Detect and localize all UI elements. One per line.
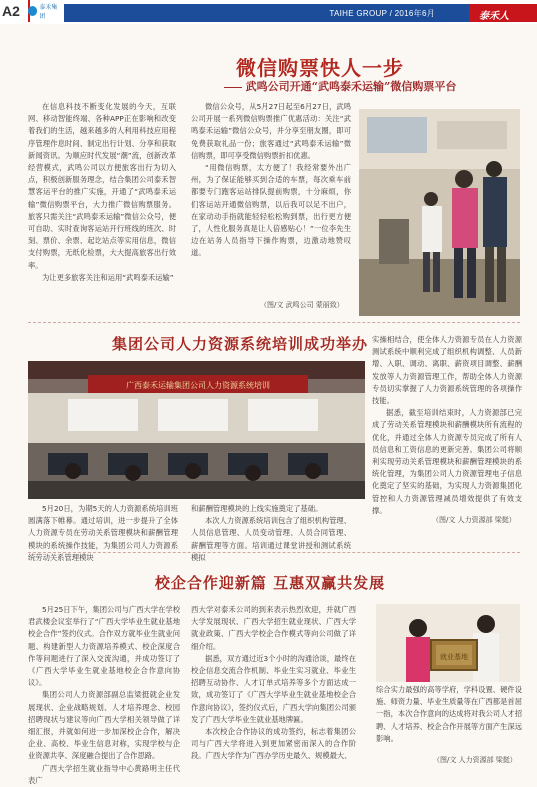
article1-title: 微信购票快人一步 bbox=[236, 56, 404, 80]
paragraph: 为让更多旅客关注和运用“武鸣泰禾运输” bbox=[42, 272, 174, 282]
paragraph: “用微信购票，太方便了！我经常要外出广州，为了保证能够买到合适的车票，每次乘车前都要专门跑客运站排队提前购票，十分麻烦，你们客运站开通微信购票，以后我可以足不出户，在家动动手指就能轻轻松松购到票，出行更方便了，人性化服务真是让人倍感贴心！”一位李先生边在站务人员指导下操作购票，边激动地赞叹道。 bbox=[191, 163, 351, 258]
paragraph: 微信公众号，从5月27日起至6月27日，武鸣公司开展一系列微信购票推广优惠活动：关注“武鸣泰禾运输”微信公众号，并分享至朋友圈，即可免费获取礼品一份；旅客通过“武鸣泰禾运输”微信购票，即可享受微信购票折扣优惠。 bbox=[191, 102, 351, 160]
article3-credit: （图/文 人力资源部 梁挺） bbox=[433, 756, 517, 764]
article1-column-1 bbox=[28, 101, 176, 284]
article2-column-2 bbox=[191, 503, 351, 564]
paragraph: 据悉，双方通过近3个小时的沟通洽谈，最终在校企信息交流合作机制、毕业生实习就业、毕业生招聘互动协作、人才订单式培养等多个方面达成一致，成功签订了《广西大学毕业生就业基地校企合作意向协议》，签约仪式后，广西大学向集团公司颁发了广西大学毕业生就业基地牌匾。 bbox=[191, 653, 356, 724]
article1-photo bbox=[359, 109, 520, 316]
article1-subtitle bbox=[160, 78, 520, 94]
article1-subtitle-text: 武鸣公司开通“武鸣泰禾运输”微信购票平台 bbox=[245, 80, 457, 93]
logo-mark-icon bbox=[28, 6, 37, 16]
article3-column-2 bbox=[191, 604, 356, 763]
subtitle-dash bbox=[224, 87, 242, 88]
article1-credit: （图/文 武鸣公司 蒙丽致） bbox=[260, 301, 344, 309]
issue-meta: TAIHE GROUP / 2016年6月 bbox=[329, 9, 435, 18]
divider bbox=[28, 552, 520, 553]
banner-text: 广西泰禾运输集团公司人力资源系统培训 bbox=[126, 381, 270, 390]
signing-photo bbox=[376, 604, 520, 682]
paragraph: 和薪酬管理模块的上线实施奠定了基础。 bbox=[191, 504, 323, 513]
training-room-photo bbox=[28, 361, 365, 499]
paragraph: 实操相结合，使全体人力资源专员在人力资源测试系统中顺利完成了组织机构调整、人员新增、入职、调动、离职、薪资项目调整、薪酬发放等人力资源管理工作，帮助全体人力资源专员切实掌握了人力资源系统管理的各项操作技能。 bbox=[372, 335, 522, 406]
article1-column-2 bbox=[191, 101, 351, 260]
paragraph: 5月20日，为期5天的人力资源系统培训班圆满落下帷幕。通过培训，进一步提升了全体人力资源专员在劳动关系管理模块和薪酬管理模块的系统操作技能，为集团公司人力资源系统劳动关系管理模块 bbox=[28, 504, 178, 562]
article2-title: 集团公司人力资源系统培训成功举办 bbox=[111, 335, 368, 353]
paragraph: 西大学对泰禾公司的到来表示热烈欢迎，并就广西大学发展现状、广西大学招生就业现状、广西大学就业政策、广西大学校企合作模式等向公司做了详细介绍。 bbox=[191, 605, 356, 651]
logo-text: 泰禾集团 bbox=[39, 4, 58, 20]
paragraph: 据悉，截至培训结束时，人力资源部已完成了劳动关系管理模块和薪酬模块所有流程的优化，并通过全体人力资源专员完成了所有人员信息和工资信息的更新完善。集团公司将顺利实现劳动关系管理模块和薪酬管理模块的系统化管理，为集团公司人力资源管理电子信息化奠定了坚实的基础，为实现人力资源集团化管控和人力资源管理减员增效提供了有效支撑。 bbox=[372, 408, 522, 515]
paragraph: 综合实力最强的高等学府，学科设置、硬件设施、师资力量、毕业生质量等在广西都是首屈一指，本次合作意向的达成将对我公司人才招聘、人才培养、校企合作开展等方面产生深远影响。 bbox=[376, 685, 522, 743]
article2-photo bbox=[28, 361, 365, 499]
paragraph: 在信息科技不断变化发展的今天，互联网、移动智能终端、各种APP正在影响和改变着我们的生活，越来越多的人利用科技应用程序管理作息时间、制定出行计划、分享和获取新闻资讯。为顺应时代发展“潮”流，创新改革经营模式，武鸣公司以方便旅客出行为切入点，积极创新服务理念，结合集团公司泰禾智慧客运平台的推广实施，开通了“武鸣泰禾运输”微信购票平台，大力推广微信购票服务。旅客只需关注“武鸣泰禾运输”微信公众号，便可自助、实时查询客运站开行班线的班次、时刻、票价、余票、起讫站点等实用信息，微信支付购票，无纸化检票，大大提高旅客出行效率。 bbox=[28, 102, 176, 270]
section-badge bbox=[469, 4, 537, 22]
plaque-text: 就业基地 bbox=[440, 653, 468, 661]
paragraph: 本次人力资源系统培训包含了组织机构管理、人员信息管理、人员变动管理、人员合同管理、薪酬管理等方面。培训通过课堂讲授和测试系统模拟 bbox=[191, 516, 351, 562]
article2-credit: （图/文 人力资源部 梁挺） bbox=[432, 516, 516, 524]
article3-title: 校企合作迎新篇 互惠双赢共发展 bbox=[154, 574, 386, 592]
article3-column-3 bbox=[376, 684, 522, 745]
company-logo bbox=[28, 3, 62, 19]
header-bar bbox=[64, 4, 469, 22]
paragraph: 广西大学招生就业指导中心黄路明主任代表广 bbox=[28, 763, 180, 785]
paragraph: 本次校企合作协议的成功签约，标志着集团公司与广西大学将进入到更加紧密而深入的合作阶段。广西大学作为广西办学历史最久、规模最大、 bbox=[191, 727, 356, 761]
article2-column-1 bbox=[28, 503, 178, 564]
paragraph: 集团公司人力资源部副总监梁挺就企业发展现状、企业战略规划、人才培养理念、校园招聘现状与建议等向广西大学相关领导做了详细汇报，并就如何进一步加深校企合作，解决企业、高校、毕业生信息对称，实现学校与企业资源共享、深度融合提出了合作思路。 bbox=[28, 690, 180, 761]
page-number: A2 bbox=[0, 0, 30, 22]
article3-photo bbox=[376, 604, 520, 682]
page-header bbox=[0, 0, 537, 24]
ticket-station-photo bbox=[359, 109, 520, 316]
paragraph: 5月25日下午，集团公司与广西大学在学校君武楼会议室举行了“广西大学毕业生就业基地校企合作”签约仪式。合作双方就毕业生就业问题、构建新型人力资源培养模式、校企深度合作等问题进行了深入交流沟通，并成功签订了《广西大学毕业生就业基地校企合作意向协议》。 bbox=[28, 605, 180, 688]
divider bbox=[28, 322, 520, 323]
article3-column-1 bbox=[28, 604, 180, 787]
article2-column-3 bbox=[372, 334, 522, 517]
section-name: 泰禾人 bbox=[479, 11, 509, 22]
